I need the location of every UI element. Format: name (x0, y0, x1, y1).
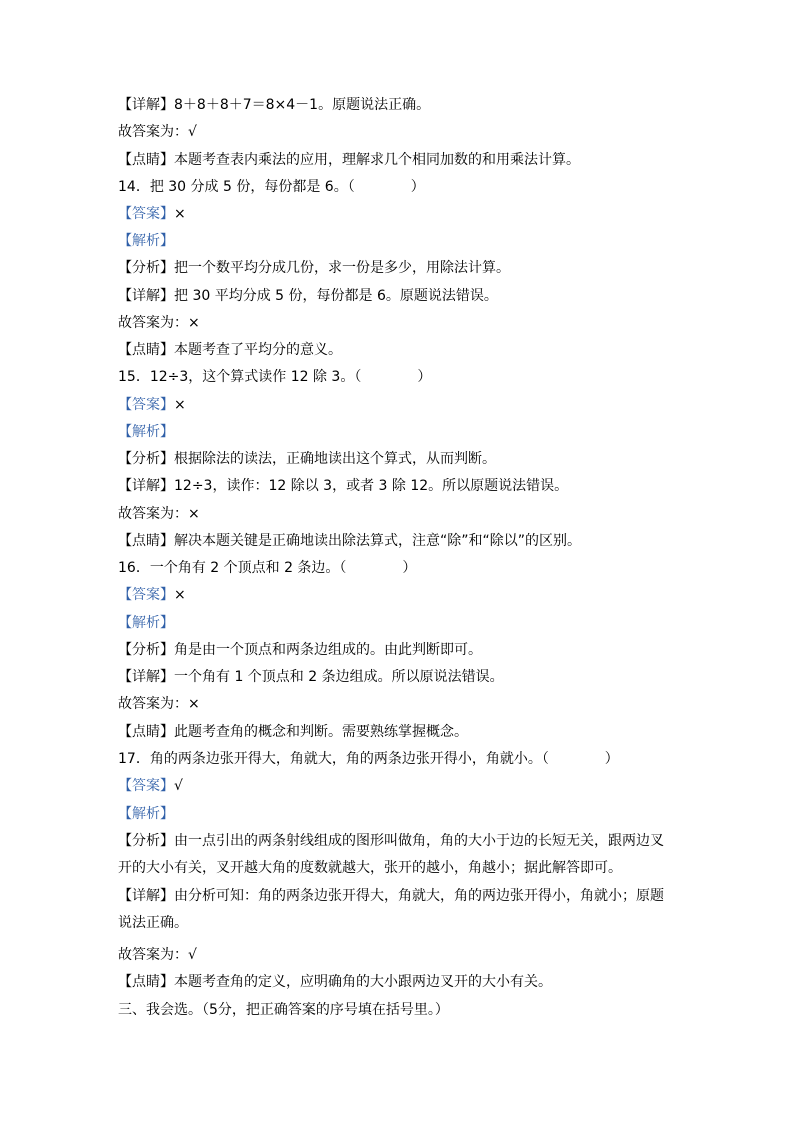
analysis-line: 【分析】角是由一个顶点和两条边组成的。由此判断即可。 (118, 642, 482, 658)
analysis-label: 【解析】 (118, 233, 174, 249)
question-17: 17．角的两条边张开得大，角就大，角的两条边张开得小，角就小。（ ） (118, 751, 619, 767)
answer-summary: 故答案为：× (118, 696, 200, 712)
analysis-label: 【解析】 (118, 424, 174, 440)
tip-line: 【点睛】本题考查角的定义，应明确角的大小跟两边叉开的大小有关。 (118, 974, 552, 990)
detail-line: 【详解】8＋8＋8＋7＝8×4－1。原题说法正确。 (118, 97, 431, 113)
analysis-label: 【解析】 (118, 806, 174, 822)
answer-label: 【答案】 (118, 778, 174, 794)
answer-label: 【答案】 (118, 587, 174, 603)
detail-line: 【详解】一个角有 1 个顶点和 2 条边组成。所以原说法错误。 (118, 669, 504, 685)
tip-line: 【点睛】本题考查了平均分的意义。 (118, 342, 342, 358)
analysis-label: 【解析】 (118, 615, 174, 631)
answer-summary: 故答案为：√ (118, 947, 197, 963)
analysis-line: 【分析】根据除法的读法，正确地读出这个算式，从而判断。 (118, 451, 496, 467)
question-14: 14．把 30 分成 5 份，每份都是 6。（ ） (118, 179, 425, 195)
answer-line (118, 585, 186, 605)
answer-line (118, 395, 186, 415)
detail-line: 【详解】由分析可知：角的两条边张开得大，角就大，角的两边张开得小，角就小；原题 (118, 888, 664, 904)
answer-mark: × (174, 397, 186, 413)
detail-line: 【详解】12÷3，读作：12 除以 3，或者 3 除 12。所以原题说法错误。 (118, 478, 569, 494)
detail-line: 【详解】把 30 平均分成 5 份，每份都是 6。原题说法错误。 (118, 288, 498, 304)
analysis-line: 【分析】把一个数平均分成几份，求一份是多少，用除法计算。 (118, 260, 510, 276)
question-16: 16．一个角有 2 个顶点和 2 条边。（ ） (118, 560, 417, 576)
answer-summary: 故答案为：× (118, 506, 200, 522)
tip-line: 【点睛】本题考查表内乘法的应用，理解求几个相同加数的和用乘法计算。 (118, 152, 580, 168)
detail-line-cont: 说法正确。 (118, 915, 188, 931)
analysis-line: 【分析】由一点引出的两条射线组成的图形叫做角，角的大小于边的长短无关，跟两边叉 (118, 833, 664, 849)
answer-mark: √ (174, 778, 183, 794)
answer-mark: × (174, 587, 186, 603)
answer-mark: × (174, 206, 186, 222)
answer-summary: 故答案为：√ (118, 124, 197, 140)
answer-label: 【答案】 (118, 397, 174, 413)
answer-line (118, 204, 186, 224)
section-heading: 三、我会选。（5分，把正确答案的序号填在括号里。） (118, 1002, 449, 1018)
analysis-line-cont: 开的大小有关，叉开越大角的度数就越大，张开的越小，角越小；据此解答即可。 (118, 860, 622, 876)
answer-label: 【答案】 (118, 206, 174, 222)
answer-summary: 故答案为：× (118, 315, 200, 331)
tip-line: 【点睛】此题考查角的概念和判断。需要熟练掌握概念。 (118, 724, 468, 740)
tip-line: 【点睛】解决本题关键是正确地读出除法算式，注意“除”和“除以”的区别。 (118, 533, 582, 549)
answer-line (118, 776, 183, 796)
question-15: 15．12÷3，这个算式读作 12 除 3。（ ） (118, 369, 432, 385)
